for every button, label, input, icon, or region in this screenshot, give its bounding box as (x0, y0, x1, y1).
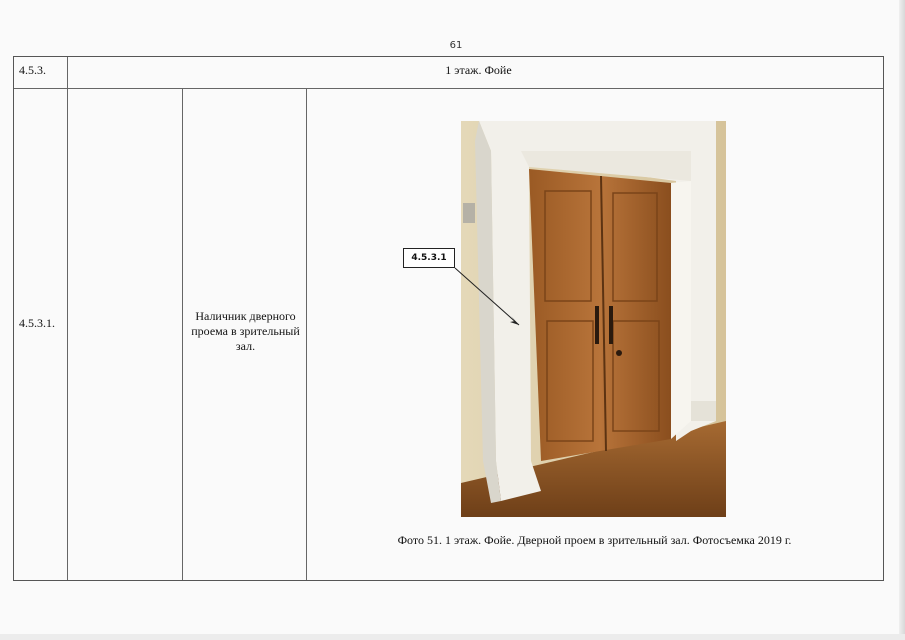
callout-arrow (14, 57, 885, 582)
photo-caption: Фото 51. 1 этаж. Фойе. Дверной проем в зрительный зал. Фотосъемка 2019 г. (397, 533, 792, 547)
column-divider-1 (67, 88, 68, 580)
row-number: 4.5.3.1. (19, 316, 55, 330)
section-number: 4.5.3. (19, 63, 46, 77)
header-row-divider (14, 88, 883, 89)
header-column-divider (67, 57, 68, 88)
callout-label: 4.5.3.1 (403, 248, 455, 268)
element-name: Наличник дверного проема в зрительный зал. (191, 309, 300, 353)
scan-bottom-strip (0, 634, 905, 640)
door-photo (461, 121, 726, 517)
door-photo-illustration (461, 121, 726, 517)
scan-edge-shadow (899, 0, 905, 640)
column-divider-2 (182, 88, 183, 580)
section-title: 1 этаж. Фойе (445, 63, 512, 77)
page-number: 61 (449, 40, 463, 51)
heritage-table (13, 56, 884, 581)
